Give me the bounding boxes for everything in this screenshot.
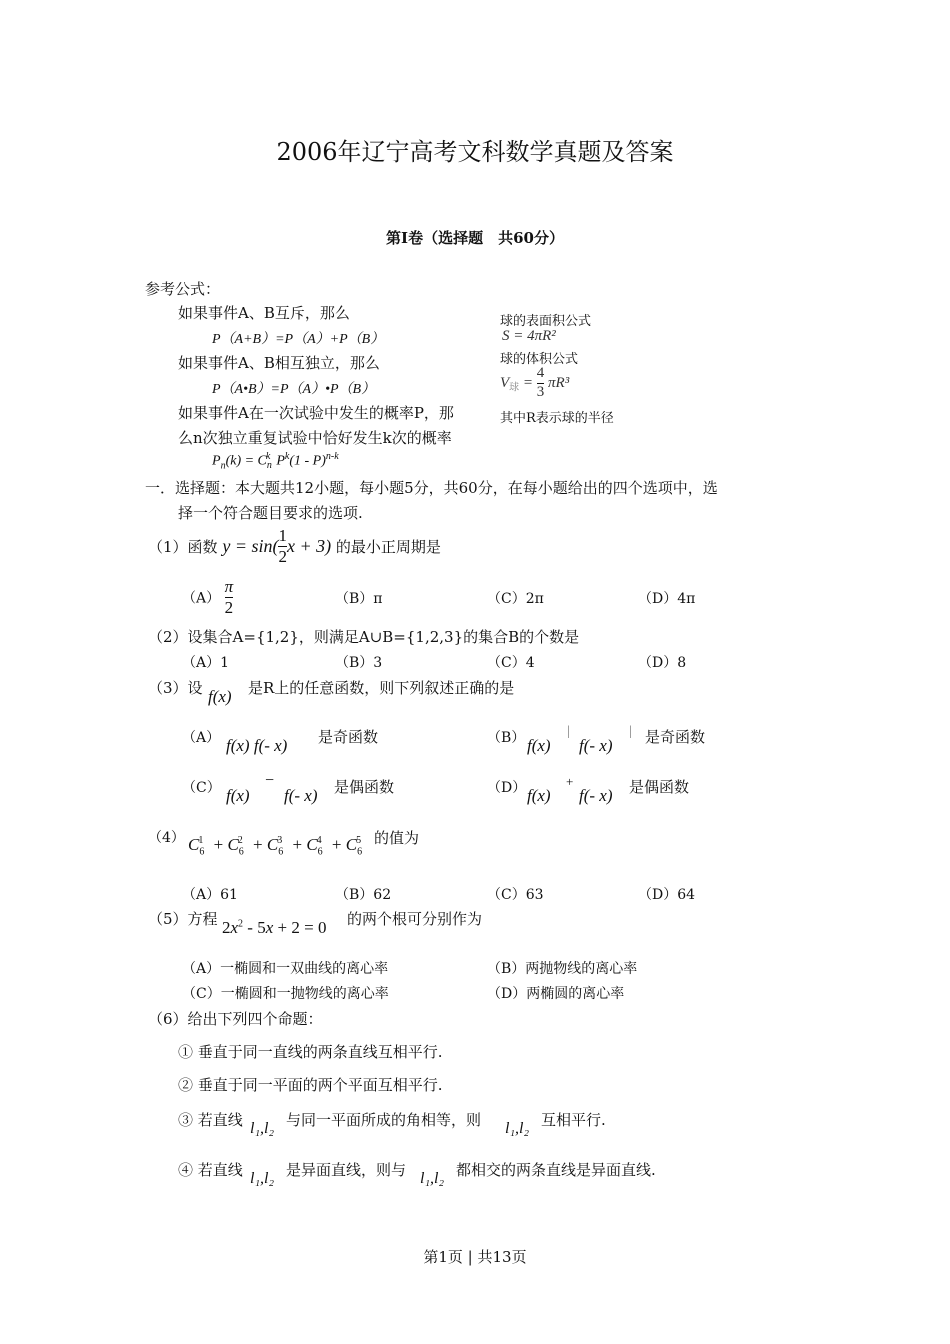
q6-proposition-1: ① 垂直于同一直线的两条直线互相平行. [178,1043,443,1061]
binomial-formula-part: (k) = C [225,453,267,469]
q2-option-d: （D）8 [638,655,687,671]
reference-formula: P（A+B）=P（A）+P（B） [212,332,385,347]
q6-proposition-4-end: 都相交的两条直线是异面直线. [456,1161,656,1179]
q3-option-b-bar: | [567,724,570,739]
sphere-volume-num: 4 [536,365,545,381]
question-3-tail: 是R上的任意函数，则下列叙述正确的是 [248,679,515,697]
q6-proposition-4-mid: 是异面直线，则与 [286,1161,407,1179]
sphere-volume-rhs: πR³ [548,374,570,391]
question-4-tail: 的值为 [374,829,420,847]
q3-option-b-f1: f(x) [527,736,551,755]
sphere-volume-sub: 球 [509,382,520,394]
reference-line: 如果事件A在一次试验中发生的概率P，那 [178,404,454,422]
binomial-formula: $P_n(k) = C_n^k$ $P^k(1 - P)^{n-k}$ [212,451,339,472]
question-1-frac-den: 2 [278,546,287,566]
question-5-formula: $2x^2 - 5x + 2 = 0$ [222,918,327,937]
q3-option-d-f2: f(- x) [579,786,613,805]
question-1-formula: x + 3) [286,535,332,556]
page-title: 2006年辽宁高考文科数学真题及答案 [276,138,674,166]
sphere-volume-lhs: V [500,374,510,391]
q6-proposition-4: ④ 若直线 [178,1161,243,1179]
reference-line: 如果事件A、B互斥，那么 [178,304,350,322]
q1-option-a-num: π [224,577,234,596]
binomial-formula-p: P [212,453,221,469]
q5-option-a: （A）一椭圆和一双曲线的离心率 [182,961,389,977]
reference-line: 么n次独立重复试验中恰好发生k次的概率 [178,429,452,447]
question-5-num: （5）方程 [148,910,218,928]
q3-option-a-formula: f(x) f(- x) [226,736,288,755]
q4-option-b: （B）62 [335,887,392,903]
q3-option-c-f1: f(x) [226,786,250,805]
q6-lines: l₁,l₂ [420,1170,445,1187]
question-1-num: （1）函数 [148,537,218,556]
q6-proposition-3: ③ 若直线 [178,1111,243,1129]
q2-option-a: （A）1 [182,655,230,671]
q4-option-a: （A）61 [182,887,238,903]
question-2: （2）设集合A={1,2}，则满足A∪B={1,2,3}的集合B的个数是 [148,628,580,646]
sphere-note: 其中R表示球的半径 [500,411,614,426]
q2-option-b: （B）3 [335,655,383,671]
q1-option-c: （C）2π [487,591,544,607]
q6-proposition-2: ② 垂直于同一平面的两个平面互相平行. [178,1076,443,1094]
q3-option-b-tail: 是奇函数 [645,728,706,746]
sphere-volume-formula: $V_球$ = $\frac{4}{3}$ πR³ [500,365,570,400]
q1-option-a [182,578,233,617]
q1-option-a-den: 2 [224,597,234,617]
binomial-formula-part: P [276,453,285,469]
question-1 [148,527,441,566]
sphere-area-formula: S = 4πR² [502,328,556,344]
q5-option-d: （D）两椭圆的离心率 [487,986,625,1002]
q5-option-b: （B）两抛物线的离心率 [487,961,638,977]
section-heading: 第I卷（选择题 共60分） [386,229,564,247]
sphere-volume-label: 球的体积公式 [500,352,579,367]
q3-option-d-f1: f(x) [527,786,551,805]
sphere-area-label: 球的表面积公式 [500,314,592,329]
reference-line: 如果事件A、B相互独立，那么 [178,354,380,372]
q6-proposition-3-mid: 与同一平面所成的角相等，则 [286,1111,482,1129]
q3-option-d-op: + [566,774,574,789]
part1-instructions: 择一个符合题目要求的选项. [178,504,363,522]
q3-option-d-tail: 是偶函数 [629,778,690,796]
reference-label: 参考公式： [145,280,221,298]
q3-option-c-op: − [265,772,275,789]
q3-option-a-tail: 是奇函数 [318,728,379,746]
q3-option-c-tail: 是偶函数 [334,778,395,796]
page-footer: 第1页 | 共13页 [423,1248,527,1266]
question-3-num: （3）设 [148,679,203,697]
question-1-formula: y = sin( [222,535,279,556]
question-4-formula: $C_6^1 + C_6^2 + C_6^3 + C_6^4 + C_6^5$ [188,835,363,858]
q3-option-b-bar: | [629,724,632,739]
q2-option-c: （C）4 [487,655,535,671]
question-1-tail: 的最小正周期是 [335,537,441,556]
q3-option-b-f2: f(- x) [579,736,613,755]
option-label: （A） [182,590,221,607]
q1-option-b: （B）π [335,591,383,607]
q4-option-d: （D）64 [638,887,696,903]
q3-option-a-label: （A） [182,730,221,746]
question-5-tail: 的两个根可分别作为 [347,910,483,928]
q6-lines: l₁,l₂ [250,1170,275,1187]
q6-lines: l₁,l₂ [505,1120,530,1137]
question-6: （6）给出下列四个命题： [148,1010,323,1028]
part1-instructions: 一．选择题：本大题共12小题，每小题5分，共60分，在每小题给出的四个选项中，选 [145,479,718,497]
q3-option-c-f2: f(- x) [284,786,318,805]
question-3-fx: f(x) [208,687,232,706]
q6-lines: l₁,l₂ [250,1120,275,1137]
reference-formula: P（A•B）=P（A）•P（B） [212,382,376,397]
question-1-frac-num: 1 [278,526,287,545]
q3-option-c-label: （C） [182,780,221,796]
q1-option-d: （D）4π [638,591,696,607]
q6-proposition-3-end: 互相平行. [541,1111,606,1129]
q3-option-b-label: （B） [487,730,526,746]
binomial-formula-part: (1 - P) [289,453,326,469]
q3-option-d-label: （D） [487,780,527,796]
q4-option-c: （C）63 [487,887,544,903]
question-4-num: （4） [148,830,185,846]
sphere-volume-den: 3 [536,383,545,400]
q5-option-c: （C）一椭圆和一抛物线的离心率 [182,986,389,1002]
